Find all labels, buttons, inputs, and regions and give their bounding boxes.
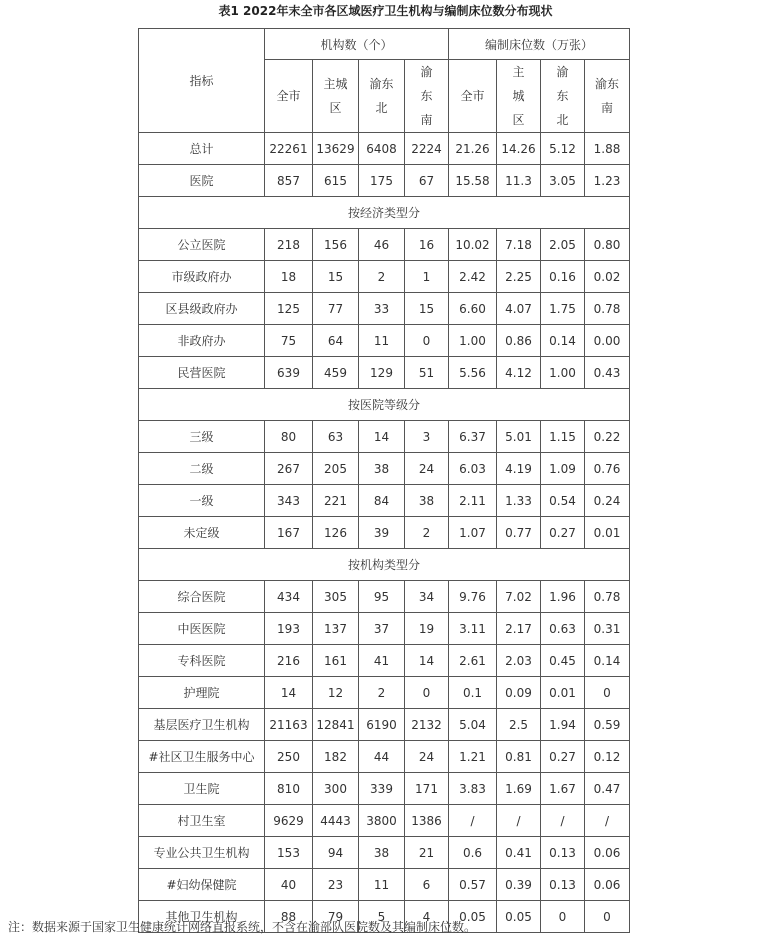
table-cell: 24 [405, 741, 449, 773]
table-cell: 1.21 [449, 741, 497, 773]
table-row [139, 229, 630, 261]
table-cell: 0.76 [585, 453, 630, 485]
row-label: 未定级 [139, 517, 265, 549]
section-header-row [139, 197, 630, 229]
table-cell: 153 [265, 837, 313, 869]
row-label: 医院 [139, 165, 265, 197]
table-cell: 0.27 [541, 741, 585, 773]
table-cell: 0.13 [541, 869, 585, 901]
table-cell: 2.05 [541, 229, 585, 261]
table-cell: 857 [265, 165, 313, 197]
subcol-header: 渝东北 [359, 60, 405, 133]
table-cell: 2.25 [497, 261, 541, 293]
table-row [139, 773, 630, 805]
subcol-header: 主城区 [313, 60, 359, 133]
table-cell: 9629 [265, 805, 313, 837]
table-row [139, 165, 630, 197]
table-cell: 14 [405, 645, 449, 677]
table-cell: 0.22 [585, 421, 630, 453]
table-cell: / [497, 805, 541, 837]
table-cell: 3.83 [449, 773, 497, 805]
table-cell: 34 [405, 581, 449, 613]
table-cell: 2.17 [497, 613, 541, 645]
table-cell: 64 [313, 325, 359, 357]
table-cell: 7.02 [497, 581, 541, 613]
section-header-row [139, 389, 630, 421]
table-cell: 0.39 [497, 869, 541, 901]
table-cell: 3.05 [541, 165, 585, 197]
table-cell: 2 [405, 517, 449, 549]
table-cell: 218 [265, 229, 313, 261]
row-label: 中医医院 [139, 613, 265, 645]
table-cell: 0 [541, 901, 585, 933]
table-cell: 0.47 [585, 773, 630, 805]
table-cell: 94 [313, 837, 359, 869]
table-cell: 129 [359, 357, 405, 389]
table-cell: 38 [405, 485, 449, 517]
table-cell: 0.14 [585, 645, 630, 677]
table-cell: 63 [313, 421, 359, 453]
table-cell: 0.63 [541, 613, 585, 645]
table-cell: 22261 [265, 133, 313, 165]
row-label: 公立医院 [139, 229, 265, 261]
table-cell: 1 [405, 261, 449, 293]
table-cell: 84 [359, 485, 405, 517]
table-row [139, 517, 630, 549]
table-cell: 51 [405, 357, 449, 389]
table-cell: 6.03 [449, 453, 497, 485]
table-row [139, 613, 630, 645]
table-cell: 37 [359, 613, 405, 645]
table-cell: 1386 [405, 805, 449, 837]
table-cell: 14 [359, 421, 405, 453]
row-label: 其他卫生机构 [139, 901, 265, 933]
table-cell: 0.27 [541, 517, 585, 549]
table-cell: 6.37 [449, 421, 497, 453]
row-label: 卫生院 [139, 773, 265, 805]
table-cell: 2.61 [449, 645, 497, 677]
row-label: 专科医院 [139, 645, 265, 677]
row-label: 区县级政府办 [139, 293, 265, 325]
table-cell: 1.33 [497, 485, 541, 517]
row-label: 基层医疗卫生机构 [139, 709, 265, 741]
table-cell: 38 [359, 837, 405, 869]
table-cell: 14.26 [497, 133, 541, 165]
table-cell: 79 [313, 901, 359, 933]
table-cell: 0.78 [585, 293, 630, 325]
table-cell: 88 [265, 901, 313, 933]
table-cell: 10.02 [449, 229, 497, 261]
table-row [139, 357, 630, 389]
row-label: 综合医院 [139, 581, 265, 613]
row-label: 二级 [139, 453, 265, 485]
row-label: 三级 [139, 421, 265, 453]
table-cell: 0 [585, 901, 630, 933]
table-cell: 0.1 [449, 677, 497, 709]
table-cell: 18 [265, 261, 313, 293]
table-row [139, 261, 630, 293]
table-row [139, 293, 630, 325]
section-header-row [139, 549, 630, 581]
table-cell: 9.76 [449, 581, 497, 613]
table-cell: 0.06 [585, 869, 630, 901]
table-cell: 615 [313, 165, 359, 197]
table-row [139, 805, 630, 837]
table-cell: 0.6 [449, 837, 497, 869]
table-cell: 1.67 [541, 773, 585, 805]
table-cell: 125 [265, 293, 313, 325]
table-cell: 1.00 [449, 325, 497, 357]
table-cell: 39 [359, 517, 405, 549]
table-cell: 221 [313, 485, 359, 517]
table-row [139, 741, 630, 773]
table-cell: 0.78 [585, 581, 630, 613]
table-cell: 33 [359, 293, 405, 325]
table-cell: 175 [359, 165, 405, 197]
table-cell: 6408 [359, 133, 405, 165]
table-cell: 1.96 [541, 581, 585, 613]
section-heading: 按机构类型分 [139, 549, 630, 581]
row-label: 民营医院 [139, 357, 265, 389]
table-cell: 16 [405, 229, 449, 261]
table-cell: 24 [405, 453, 449, 485]
table-cell: 12841 [313, 709, 359, 741]
table-cell: / [585, 805, 630, 837]
table-cell: 250 [265, 741, 313, 773]
table-cell: 21.26 [449, 133, 497, 165]
table-cell: 15 [405, 293, 449, 325]
bed-count-header: 编制床位数（万张） [449, 29, 630, 60]
table-cell: 19 [405, 613, 449, 645]
row-label: 护理院 [139, 677, 265, 709]
table-cell: 5.56 [449, 357, 497, 389]
table-cell: 5.04 [449, 709, 497, 741]
table-cell: 0.06 [585, 837, 630, 869]
table-cell: 13629 [313, 133, 359, 165]
table-cell: 5.01 [497, 421, 541, 453]
table-cell: 2 [359, 261, 405, 293]
table-cell: 1.75 [541, 293, 585, 325]
table-cell: 205 [313, 453, 359, 485]
table-cell: 0.12 [585, 741, 630, 773]
subcol-header: 主城区 [497, 60, 541, 133]
table-cell: 0.01 [541, 677, 585, 709]
table-row [139, 325, 630, 357]
section-heading: 按医院等级分 [139, 389, 630, 421]
table-row [139, 677, 630, 709]
table-cell: 0.01 [585, 517, 630, 549]
table-cell: 2.11 [449, 485, 497, 517]
table-cell: 161 [313, 645, 359, 677]
table-cell: 23 [313, 869, 359, 901]
table-cell: 0.00 [585, 325, 630, 357]
table-cell: 459 [313, 357, 359, 389]
table-cell: 75 [265, 325, 313, 357]
table-cell: 3.11 [449, 613, 497, 645]
table-cell: 6.60 [449, 293, 497, 325]
table-cell: 4 [405, 901, 449, 933]
table-cell: 1.69 [497, 773, 541, 805]
table-cell: 2.5 [497, 709, 541, 741]
subcol-header: 全市 [265, 60, 313, 133]
table-cell: 80 [265, 421, 313, 453]
table-cell: 0.81 [497, 741, 541, 773]
row-label: 总计 [139, 133, 265, 165]
table-cell: 0 [405, 677, 449, 709]
table-cell: 6190 [359, 709, 405, 741]
table-cell: 5.12 [541, 133, 585, 165]
table-cell: 0.09 [497, 677, 541, 709]
table-cell: 434 [265, 581, 313, 613]
table-cell: 3800 [359, 805, 405, 837]
section-heading: 按经济类型分 [139, 197, 630, 229]
table-cell: 3 [405, 421, 449, 453]
table-cell: 46 [359, 229, 405, 261]
table-cell: 0.02 [585, 261, 630, 293]
table-cell: 0.43 [585, 357, 630, 389]
table-cell: 5 [359, 901, 405, 933]
table-cell: 182 [313, 741, 359, 773]
table-cell: 0.54 [541, 485, 585, 517]
table-cell: 193 [265, 613, 313, 645]
table-cell: 0.57 [449, 869, 497, 901]
table-cell: 0.24 [585, 485, 630, 517]
table-row [139, 869, 630, 901]
table-cell: 267 [265, 453, 313, 485]
table-cell: 126 [313, 517, 359, 549]
table-cell: / [449, 805, 497, 837]
table-title: 表1 2022年末全市各区域医疗卫生机构与编制床位数分布现状 [218, 4, 553, 18]
table-cell: 0 [585, 677, 630, 709]
table-cell: 810 [265, 773, 313, 805]
row-label: 非政府办 [139, 325, 265, 357]
table-cell: 300 [313, 773, 359, 805]
data-table [138, 28, 630, 933]
table-row [139, 645, 630, 677]
table-row [139, 837, 630, 869]
row-label: 村卫生室 [139, 805, 265, 837]
table-cell: 0.13 [541, 837, 585, 869]
table-cell: 12 [313, 677, 359, 709]
table-cell: 171 [405, 773, 449, 805]
table-cell: 7.18 [497, 229, 541, 261]
table-cell: 305 [313, 581, 359, 613]
table-cell: 4.07 [497, 293, 541, 325]
table-cell: 639 [265, 357, 313, 389]
row-label: 专业公共卫生机构 [139, 837, 265, 869]
row-label: 市级政府办 [139, 261, 265, 293]
table-cell: 0.16 [541, 261, 585, 293]
table-cell: 1.88 [585, 133, 630, 165]
subcol-header: 全市 [449, 60, 497, 133]
table-cell: 21 [405, 837, 449, 869]
table-cell: 4.12 [497, 357, 541, 389]
table-cell: 44 [359, 741, 405, 773]
table-cell: 2.42 [449, 261, 497, 293]
row-label: #社区卫生服务中心 [139, 741, 265, 773]
table-cell: 1.15 [541, 421, 585, 453]
row-label: #妇幼保健院 [139, 869, 265, 901]
table-cell: 0.77 [497, 517, 541, 549]
table-cell: 67 [405, 165, 449, 197]
table-cell: 2.03 [497, 645, 541, 677]
table-cell: 0.45 [541, 645, 585, 677]
table-cell: 0.14 [541, 325, 585, 357]
table-cell: 2132 [405, 709, 449, 741]
table-cell: 0.59 [585, 709, 630, 741]
table-row [139, 709, 630, 741]
row-label: 一级 [139, 485, 265, 517]
table-cell: 0.05 [497, 901, 541, 933]
table-cell: 95 [359, 581, 405, 613]
table-cell: 0.86 [497, 325, 541, 357]
footnote: 注：数据来源于国家卫生健康统计网络直报系统，不含在渝部队医院数及其编制床位数。 [8, 920, 477, 934]
table-row [139, 453, 630, 485]
table-row [139, 485, 630, 517]
table-cell: 11 [359, 869, 405, 901]
table-cell: 11.3 [497, 165, 541, 197]
table-cell: 216 [265, 645, 313, 677]
table-cell: 156 [313, 229, 359, 261]
table-cell: 0.41 [497, 837, 541, 869]
table-cell: 38 [359, 453, 405, 485]
table-cell: 0.05 [449, 901, 497, 933]
institution-count-header: 机构数（个） [265, 29, 449, 60]
table-cell: 1.07 [449, 517, 497, 549]
table-cell: 1.94 [541, 709, 585, 741]
table-cell: 11 [359, 325, 405, 357]
table-cell: 40 [265, 869, 313, 901]
subcol-header: 渝东北 [541, 60, 585, 133]
table-cell: 15.58 [449, 165, 497, 197]
indicator-header: 指标 [139, 29, 265, 133]
table-row [139, 581, 630, 613]
table-cell: 6 [405, 869, 449, 901]
table-cell: 2 [359, 677, 405, 709]
table-cell: 343 [265, 485, 313, 517]
subcol-header: 渝东南 [405, 60, 449, 133]
table-row [139, 133, 630, 165]
table-cell: 0.31 [585, 613, 630, 645]
table-cell: 41 [359, 645, 405, 677]
table-cell: / [541, 805, 585, 837]
table-cell: 21163 [265, 709, 313, 741]
subcol-header: 渝东南 [585, 60, 630, 133]
table-cell: 167 [265, 517, 313, 549]
table-cell: 339 [359, 773, 405, 805]
table-cell: 77 [313, 293, 359, 325]
table-cell: 1.09 [541, 453, 585, 485]
table-cell: 1.23 [585, 165, 630, 197]
table-cell: 1.00 [541, 357, 585, 389]
table-cell: 14 [265, 677, 313, 709]
table-cell: 15 [313, 261, 359, 293]
table-cell: 0.80 [585, 229, 630, 261]
table-cell: 2224 [405, 133, 449, 165]
table-cell: 4443 [313, 805, 359, 837]
table-cell: 4.19 [497, 453, 541, 485]
table-cell: 0 [405, 325, 449, 357]
table-row [139, 421, 630, 453]
table-cell: 137 [313, 613, 359, 645]
